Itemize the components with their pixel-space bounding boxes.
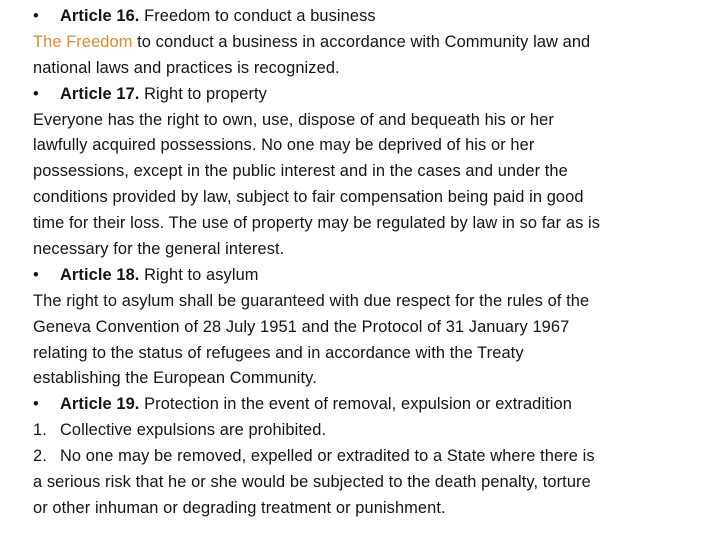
item-text: Collective expulsions are prohibited.: [60, 421, 327, 440]
article-19-item-1: [33, 418, 673, 444]
item-number: 1.: [33, 421, 47, 440]
article-17-body-line-1: Everyone has the right to own, use, dispose of and bequeath his or her: [33, 110, 554, 129]
article-16-body-line-2: national laws and practices is recognized.: [33, 58, 340, 77]
article-18-body-line-1: The right to asylum shall be guaranteed with due respect for the rules of the: [33, 291, 590, 310]
article-18-heading: [33, 263, 673, 289]
article-16-title: Freedom to conduct a business: [139, 7, 376, 25]
bullet-icon: •: [33, 395, 39, 414]
article-19-label: Article 19.: [60, 395, 140, 414]
article-17-body-line-6: necessary for the general interest.: [33, 240, 285, 259]
article-19-item-2-line-2: a serious risk that he or she would be subjected to the death penalty, torture: [33, 473, 591, 492]
article-17-body-line-4: conditions provided by law, subject to fair compensation being paid in good: [33, 188, 584, 207]
bullet-icon: •: [33, 84, 39, 103]
article-18-title: Right to asylum: [139, 265, 259, 284]
item-number: 2.: [33, 447, 47, 466]
bullet-icon: •: [33, 265, 39, 284]
article-17-heading: [33, 82, 673, 108]
article-19-item-2-line-3: or other inhuman or degrading treatment or punishment.: [33, 498, 446, 517]
article-17-body-line-2: lawfully acquired possessions. No one may be deprived of his or her: [33, 136, 535, 155]
article-17-body-line-3: possessions, except in the public interest and in the cases and under the: [33, 162, 568, 181]
article-16-body-text: to conduct a business in accordance with Community law and: [132, 32, 591, 51]
article-17-title: Right to property: [139, 84, 267, 103]
article-19-item-2: [33, 444, 673, 470]
article-19-heading: [33, 392, 673, 418]
article-16-body-line-1: [33, 30, 673, 56]
bullet-icon: •: [33, 7, 39, 25]
document-page: [33, 4, 673, 522]
article-16-label: Article 16.: [60, 7, 140, 25]
item-text: No one may be removed, expelled or extradited to a State where there is: [60, 447, 595, 466]
article-16-highlight: The Freedom: [33, 32, 133, 51]
article-16-heading: [33, 4, 673, 30]
article-18-body-line-4: establishing the European Community.: [33, 369, 317, 388]
article-18-body-line-3: relating to the status of refugees and in accordance with the Treaty: [33, 343, 524, 362]
article-17-body-line-5: time for their loss. The use of property may be regulated by law in so far as is: [33, 214, 601, 233]
article-19-title: Protection in the event of removal, expulsion or extradition: [139, 395, 572, 414]
article-18-body-line-2: Geneva Convention of 28 July 1951 and the Protocol of 31 January 1967: [33, 317, 570, 336]
article-18-label: Article 18.: [60, 265, 140, 284]
article-17-label: Article 17.: [60, 84, 140, 103]
